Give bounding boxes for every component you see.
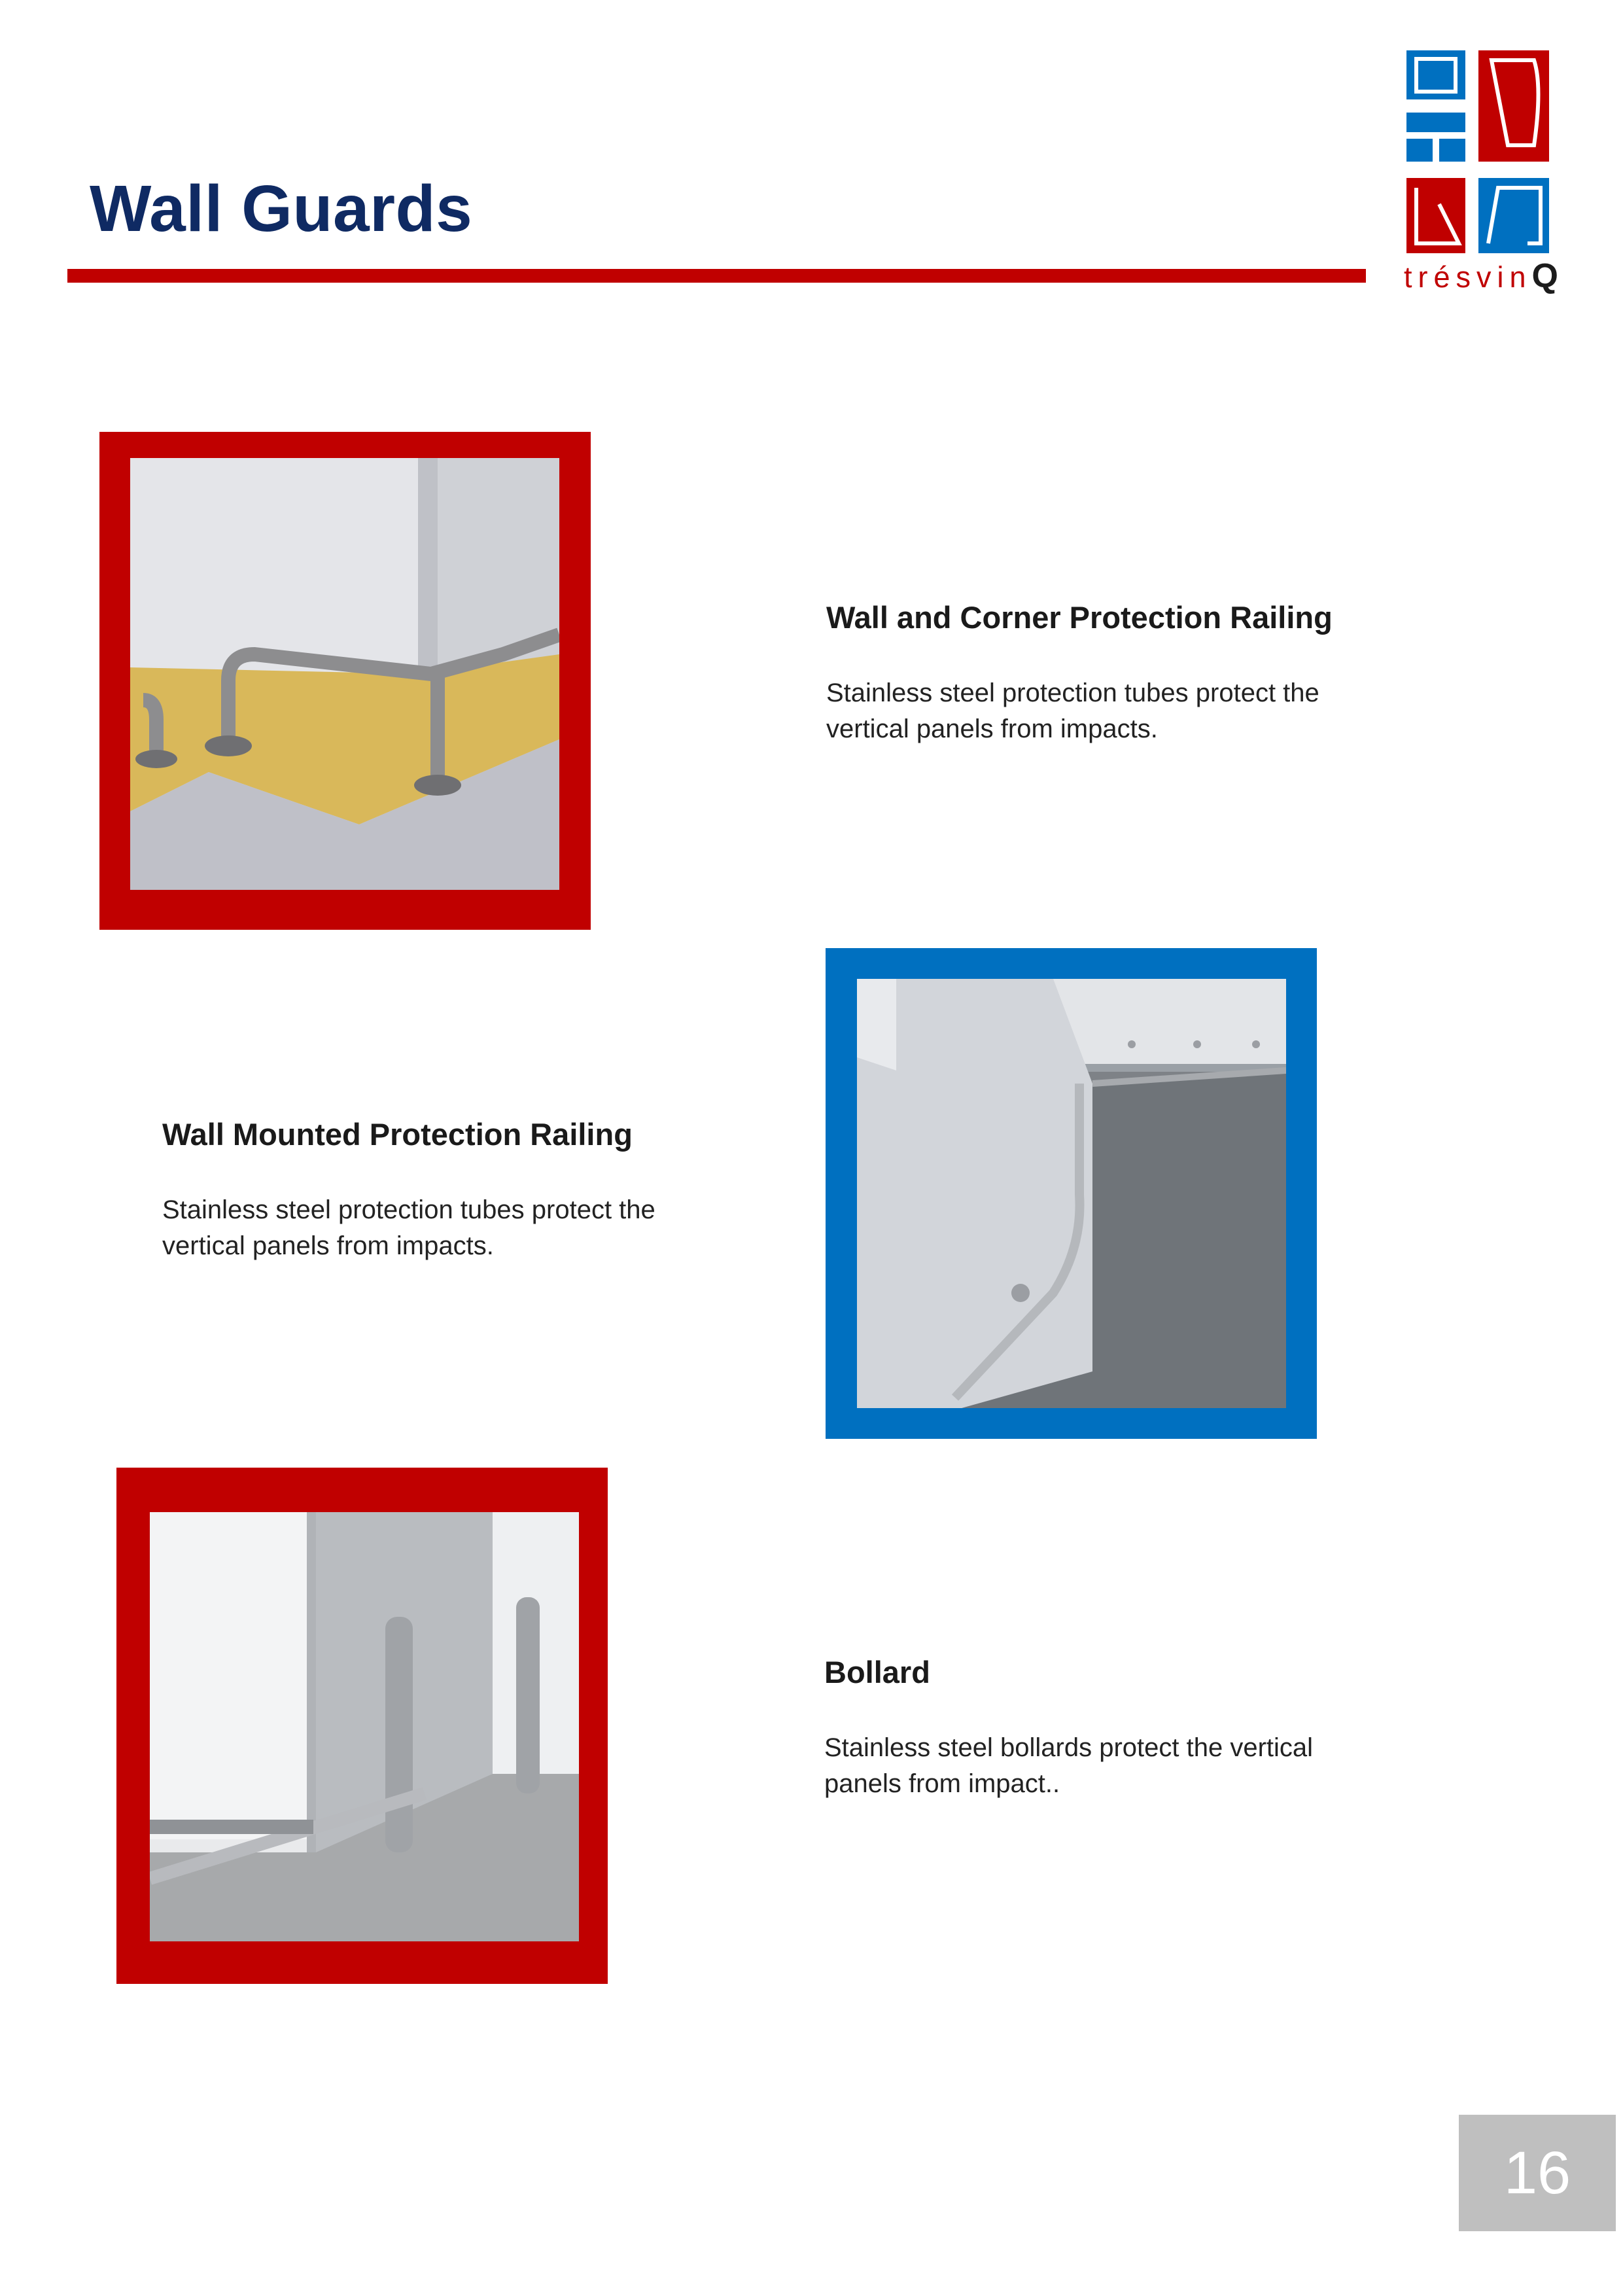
section-heading-bollard: Bollard: [824, 1655, 930, 1689]
section-body-corner-railing-line1: Stainless steel protection tubes protect the: [826, 679, 1319, 707]
photo-frame-wall-mounted-railing: [826, 948, 1317, 1439]
title-divider: [67, 269, 1366, 283]
bollard-photo: [150, 1512, 579, 1941]
section-body-corner-railing-line2: vertical panels from impacts.: [826, 715, 1158, 743]
section-heading-wall-mounted-railing: Wall Mounted Protection Railing: [162, 1117, 633, 1152]
logo-mark-icon: [1400, 47, 1557, 292]
page-title: Wall Guards: [90, 172, 473, 245]
wall-mounted-railing-photo: [857, 979, 1286, 1408]
corner-railing-photo: [130, 458, 559, 890]
photo-frame-corner-railing: [99, 432, 591, 930]
logo-word: trésvin: [1404, 260, 1532, 294]
section-body-wall-mounted-railing-line1: Stainless steel protection tubes protect the: [162, 1195, 655, 1224]
tresvinq-logo: [1400, 47, 1557, 292]
logo-wordmark: [1404, 256, 1558, 296]
logo-letter: Q: [1531, 257, 1558, 295]
page-number: 16: [1459, 2115, 1616, 2231]
section-heading-corner-railing: Wall and Corner Protection Railing: [826, 600, 1333, 635]
section-body-bollard-line2: panels from impact..: [824, 1769, 1060, 1798]
section-body-wall-mounted-railing-line2: vertical panels from impacts.: [162, 1231, 494, 1260]
photo-frame-bollard: [116, 1468, 608, 1984]
section-body-bollard-line1: Stainless steel bollards protect the vertical: [824, 1733, 1314, 1762]
